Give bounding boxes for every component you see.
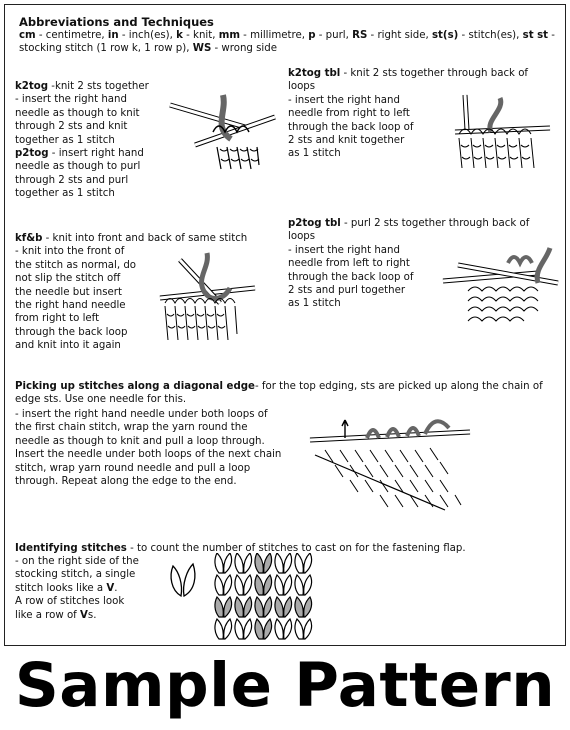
abbreviations-list (19, 29, 559, 56)
pattern-page (4, 4, 566, 646)
identify-text-3: s. (87, 609, 97, 621)
abbreviation-term: k (176, 30, 183, 41)
identify-v-1: V (106, 582, 115, 594)
abbreviation-term: p (308, 30, 316, 41)
identify-v-2: V (80, 609, 88, 621)
abbreviation-meaning: - stocking stitch (1 row k, 1 row p), (19, 30, 555, 55)
sample-pattern-banner: Sample Pattern (14, 650, 556, 721)
k2tog-title: k2tog (15, 81, 49, 92)
kfb-title: kf&b (15, 233, 43, 244)
k2tog-instructions (15, 80, 180, 201)
single-stitch-illustration (167, 562, 199, 598)
identify-instructions (15, 555, 175, 622)
kfb-illustration (155, 248, 270, 348)
k2tog-tbl-text: - knit 2 sts together through back of loops - insert the right hand needle from right to left through the back loop of 2 sts and knit together as 1 stitch (288, 68, 529, 160)
abbreviation-meaning: - inch(es), (118, 30, 177, 41)
identify-title: Identifying stitches (15, 543, 127, 554)
abbreviation-term: in (107, 30, 119, 41)
abbreviation-meaning: - millimetre, (239, 30, 309, 41)
pickup-intro-text: - for the top edging, sts are picked up along the chain of edge sts. Use one needle for this. (15, 381, 543, 406)
stitch-rows-illustration (213, 553, 333, 648)
p2tog-tbl-title: p2tog tbl (288, 218, 341, 229)
abbreviation-meaning: - knit, (182, 30, 219, 41)
k2tog-text: -knit 2 sts together - insert the right hand needle as though to knit through 2 sts and knit together as 1 stitch (15, 81, 149, 146)
abbreviation-meaning: - wrong side (211, 43, 277, 55)
abbreviation-meaning: - right side, (367, 30, 432, 41)
p2tog-tbl-text: - purl 2 sts together through back of loops - insert the right hand needle from left to right through the back loop of 2 sts and purl together as 1 stitch (288, 218, 530, 310)
k2tog-tbl-title: k2tog tbl (288, 68, 341, 79)
pickup-instructions: - insert the right hand needle under both loops of the first chain stitch, wrap the yarn round the needle as though to knit and pull a loop through. Insert the needle under both loops of the next chain stitch, wrap yarn round needle and pull a loop through. Repeat along the edge to the end. (15, 409, 282, 488)
abbreviation-term: mm (218, 30, 240, 41)
abbreviation-meaning: - stitch(es), (458, 30, 523, 41)
p2tog-tbl-illustration (438, 243, 563, 328)
pickup-intro (15, 380, 560, 407)
abbreviation-term: RS (352, 30, 368, 41)
abbreviation-term: st(s) (431, 30, 459, 41)
abbreviation-meaning: - centimetre, (35, 30, 108, 41)
pickup-title: Picking up stitches along a diagonal edge (15, 381, 255, 392)
p2tog-title: p2tog (15, 148, 49, 160)
abbreviation-term: st st (522, 30, 549, 41)
abbreviation-term: cm (19, 30, 36, 41)
kfb-text: - knit into front and back of same stitch - knit into the front of the stitch as normal, do not slip the stitch off the needle but insert the right hand needle from right to left through the back loop and knit into it again (15, 233, 248, 352)
identify-text-1: - on the right side of the stocking stitch, a single stitch looks like a (15, 556, 139, 594)
abbreviation-term: WS (192, 43, 212, 55)
identify-intro-text: - to count the number of stitches to cast on for the fastening flap. (126, 543, 466, 554)
identify-text-2: . A row of stitches look like a row of (15, 582, 125, 621)
section-heading: Abbreviations and Techniques (19, 15, 214, 29)
pickup-illustration (305, 410, 475, 520)
k2tog-illustration (165, 87, 285, 177)
abbreviation-meaning: - purl, (315, 30, 353, 41)
k2tog-tbl-illustration (445, 90, 560, 175)
p2tog-text: - insert right hand needle as though to purl through 2 sts and purl together as 1 stitch (15, 148, 144, 200)
